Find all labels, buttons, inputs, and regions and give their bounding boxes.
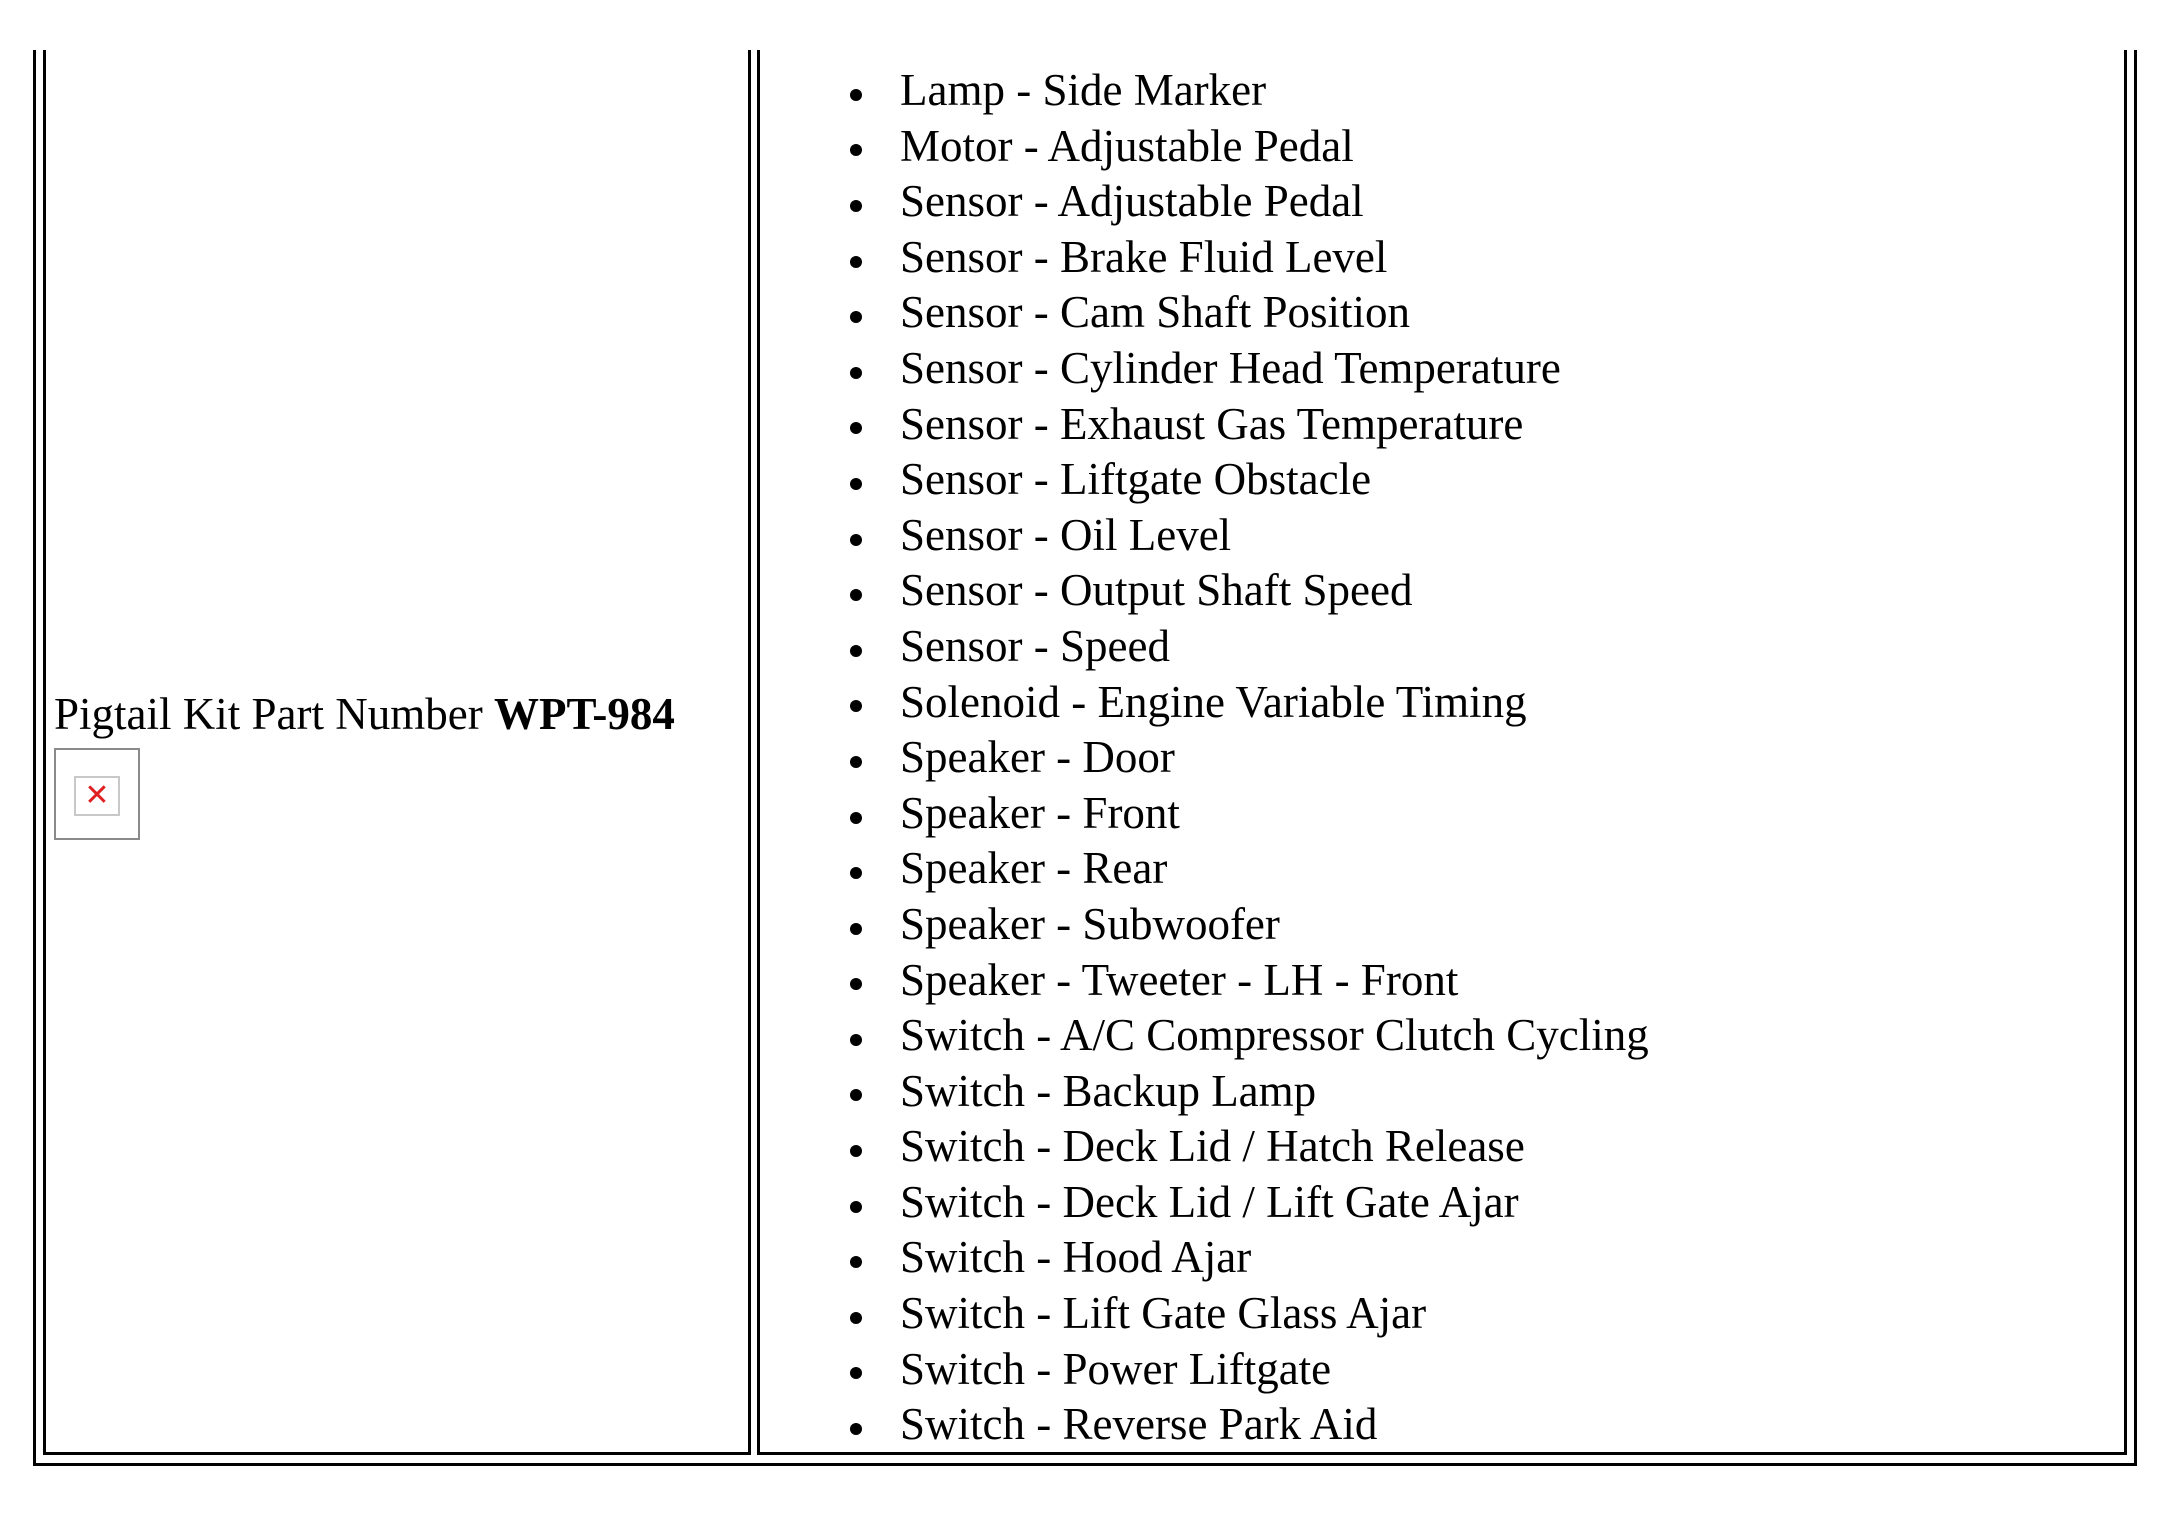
list-item-text: Motor - Adjustable Pedal — [900, 120, 1354, 171]
list-item-text: Sensor - Output Shaft Speed — [900, 565, 1413, 616]
part-number-cell — [43, 50, 751, 1455]
bullet-icon — [850, 422, 862, 434]
bullet-icon — [850, 978, 862, 990]
list-item — [850, 1175, 1649, 1231]
list-item-text: Switch - Deck Lid / Hatch Release — [900, 1121, 1525, 1172]
bullet-icon — [850, 1256, 862, 1268]
list-item — [850, 1119, 1649, 1175]
list-item — [850, 953, 1649, 1009]
bullet-icon — [850, 89, 862, 101]
bullet-icon — [850, 200, 862, 212]
list-item-text: Speaker - Rear — [900, 843, 1168, 894]
list-item-text: Switch - A/C Compressor Clutch Cycling — [900, 1010, 1649, 1061]
bullet-icon — [850, 645, 862, 657]
list-item-text: Switch - Hood Ajar — [900, 1232, 1252, 1283]
list-item-text: Speaker - Front — [900, 787, 1180, 838]
bullet-icon — [850, 144, 862, 156]
list-item — [850, 230, 1649, 286]
list-item — [850, 730, 1649, 786]
component-list — [850, 63, 1649, 1453]
list-item-text: Sensor - Speed — [900, 620, 1170, 671]
bullet-icon — [850, 700, 862, 712]
list-item-text: Switch - Deck Lid / Lift Gate Ajar — [900, 1176, 1519, 1227]
broken-image-icon — [54, 748, 140, 840]
bullet-icon — [850, 1034, 862, 1046]
list-item-text: Sensor - Cam Shaft Position — [900, 287, 1411, 338]
list-item-text: Sensor - Adjustable Pedal — [900, 176, 1364, 227]
bullet-icon — [850, 367, 862, 379]
list-item-text: Switch - Power Liftgate — [900, 1343, 1332, 1394]
list-item — [850, 63, 1649, 119]
list-item-text: Sensor - Cylinder Head Temperature — [900, 342, 1561, 393]
bullet-icon — [850, 923, 862, 935]
list-item-text: Lamp - Side Marker — [900, 65, 1267, 115]
bullet-icon — [850, 756, 862, 768]
list-item-text: Speaker - Door — [900, 732, 1175, 783]
list-item — [850, 508, 1649, 564]
list-item — [850, 563, 1649, 619]
list-item — [850, 897, 1649, 953]
component-list-cell — [757, 50, 2127, 1455]
bullet-icon — [850, 534, 862, 546]
broken-image-x-icon: ✕ — [74, 776, 120, 816]
list-item — [850, 1286, 1649, 1342]
list-item-text: Speaker - Subwoofer — [900, 898, 1280, 949]
list-item-text: Speaker - Tweeter - LH - Front — [900, 954, 1459, 1005]
bullet-icon — [850, 867, 862, 879]
bullet-icon — [850, 1089, 862, 1101]
list-item — [850, 675, 1649, 731]
list-item — [850, 1064, 1649, 1120]
bullet-icon — [850, 589, 862, 601]
bullet-icon — [850, 1367, 862, 1379]
list-item — [850, 1397, 1649, 1453]
list-item — [850, 1230, 1649, 1286]
list-item-text: Switch - Backup Lamp — [900, 1065, 1317, 1116]
list-item — [850, 119, 1649, 175]
bullet-icon — [850, 1145, 862, 1157]
part-number-label — [54, 686, 675, 742]
list-item — [850, 397, 1649, 453]
bullet-icon — [850, 311, 862, 323]
bullet-icon — [850, 812, 862, 824]
bullet-icon — [850, 478, 862, 490]
list-item-text: Sensor - Oil Level — [900, 509, 1232, 560]
list-item-text: Switch - Reverse Park Aid — [900, 1399, 1378, 1450]
part-number: WPT-984 — [493, 689, 675, 739]
list-item-text: Switch - Lift Gate Glass Ajar — [900, 1288, 1427, 1339]
bullet-icon — [850, 256, 862, 268]
list-item — [850, 285, 1649, 341]
part-label-prefix: Pigtail Kit Part Number — [54, 689, 494, 739]
list-item — [850, 1008, 1649, 1064]
list-item — [850, 1342, 1649, 1398]
list-item-text: Sensor - Liftgate Obstacle — [900, 454, 1372, 505]
list-item — [850, 341, 1649, 397]
list-item — [850, 174, 1649, 230]
list-item-text: Solenoid - Engine Variable Timing — [900, 676, 1527, 727]
bullet-icon — [850, 1201, 862, 1213]
list-item-text: Sensor - Brake Fluid Level — [900, 231, 1388, 282]
list-item — [850, 452, 1649, 508]
bullet-icon — [850, 1423, 862, 1435]
list-item-text: Sensor - Exhaust Gas Temperature — [900, 398, 1524, 449]
list-item — [850, 786, 1649, 842]
list-item — [850, 619, 1649, 675]
pigtail-kit-table — [33, 50, 2137, 1466]
bullet-icon — [850, 1312, 862, 1324]
list-item — [850, 841, 1649, 897]
